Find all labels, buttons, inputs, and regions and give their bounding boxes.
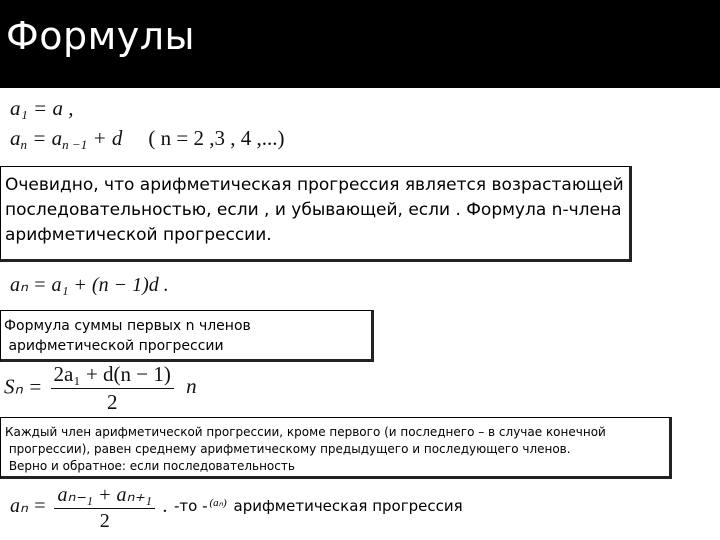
formula-recurrence-condition: ( n = 2 ,3 , 4 ,...) <box>148 126 285 150</box>
formula-sum-fraction <box>51 362 174 415</box>
formula-recurrence-mid-sub: n −1 <box>62 137 88 152</box>
formula-sum-denominator: 2 <box>106 390 118 414</box>
formula-recurrence-lhs: a <box>10 126 21 150</box>
mean-property-text: Каждый член арифметической прогрессии, кроме первого (и последнего – в случае конечной прогрессии), равен среднему арифметическому предыдущего и последующего членов. Верно и обратное: если последовательность <box>5 425 606 473</box>
formula-recurrence-lhs-sub: n <box>20 137 27 152</box>
title-bar <box>0 0 720 88</box>
formula-sum-lhs: Sₙ = <box>4 374 43 399</box>
formula-sum-numerator: 2a₁ + d(n − 1) <box>51 362 174 389</box>
formula-mean-dot: . <box>162 495 168 518</box>
formula-mean <box>10 482 168 533</box>
formula-mean-numerator: aₙ₋₁ + aₙ₊₁ <box>54 482 154 509</box>
formula-mean-lhs: aₙ = <box>10 495 47 518</box>
formula-sum-n: n <box>186 374 197 399</box>
conclusion-suffix: арифметическая прогрессия <box>228 497 463 515</box>
conclusion-line <box>174 496 463 515</box>
conclusion-sequence: (aₙ) <box>209 497 227 509</box>
formula-nth-term: aₙ = a₁ + (n − 1)d . <box>10 274 169 296</box>
formula-mean-denominator: 2 <box>99 510 110 532</box>
text-box-sum-formula <box>0 310 374 362</box>
slide-title: Формулы <box>6 14 196 58</box>
formula-sum <box>4 362 197 415</box>
text-box-progression-description <box>0 166 632 262</box>
formula-first-term: a₁ = a , <box>10 96 74 120</box>
formula-recurrence-rhs: + d <box>87 126 123 150</box>
formula-mean-fraction <box>54 482 154 533</box>
progression-description-text: Очевидно, что арифметическая прогрессия является возрастающей последовательностью, если , и убывающей, если . Формула n-члена арифметической прогрессии. <box>5 175 624 245</box>
text-box-mean-property <box>0 417 672 479</box>
formula-recurrence <box>10 126 284 153</box>
formula-recurrence-mid: = a <box>27 126 63 150</box>
conclusion-prefix: -то - <box>174 497 208 515</box>
sum-formula-text: Формула суммы первых n членов арифметической прогрессии <box>4 318 251 354</box>
